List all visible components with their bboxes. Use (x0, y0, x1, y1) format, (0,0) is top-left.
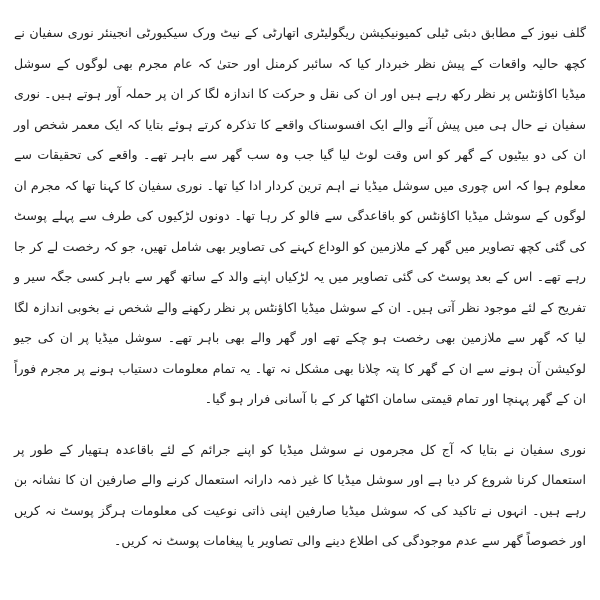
article-paragraph-2: نوری سفیان نے بتایا کہ آج کل مجرموں نے سوشل میڈیا کو اپنے جرائم کے لئے باقاعدہ ہتھیار کے طور پر استعمال کرنا شروع کر دیا ہے اور سوشل میڈیا کا غیر ذمہ دارانہ استعمال کرنے والے صارفین ان کا نشانہ بن رہے ہیں۔ انہوں نے تاکید کی کہ سوشل میڈیا صارفین اپنی ذاتی نوعیت کی معلومات ہرگز پوسٹ نہ کریں اور خصوصاً گھر سے عدم موجودگی کی اطلاع دینے والی تصاویر یا پیغامات پوسٹ نہ کریں۔ (14, 441, 586, 548)
article-paragraph-1: گلف نیوز کے مطابق دبئی ٹیلی کمیونیکیشن ریگولیٹری اتھارٹی کے نیٹ ورک سیکیورٹی انجینئر نوری سفیان نے کچھ حالیہ واقعات کے پیش نظر خبردار کیا کہ سائبر کرمنل اور حتیٰ کہ عام مجرم بھی لوگوں کے سوشل میڈیا اکاؤنٹس پر نظر رکھ رہے ہیں اور ان کی نقل و حرکت کا اندازہ لگا کر ان پر حملہ آور ہوتے ہیں۔ نوری سفیان نے حال ہی میں پیش آنے والے ایک افسوسناک واقعے کا تذکرہ کرتے ہوئے بتایا کہ ایک معمر شخص اور ان کی دو بیٹیوں کے گھر کو اس وقت لوٹ لیا گیا جب وہ سب گھر سے باہر تھے۔ واقعے کی تحقیقات سے معلوم ہوا کہ اس چوری میں سوشل میڈیا نے اہم ترین کردار ادا کیا تھا۔ نوری سفیان کا کہنا تھا کہ مجرم ان لوگوں کے سوشل میڈیا اکاؤنٹس کو باقاعدگی سے فالو کر رہا تھا۔ دونوں لڑکیوں کی طرف سے پہلے پوسٹ کی گئی کچھ تصاویر میں گھر کے ملازمین کو الوداع کہنے کی تصاویر بھی شامل تھیں، جو کہ رخصت لے کر جا رہے تھے۔ اس کے بعد پوسٹ کی گئی تصاویر میں یہ لڑکیاں اپنے والد کے ساتھ گھر سے باہر کسی جگہ سیر و تفریح کے لئے موجود نظر آتی ہیں۔ ان کے سوشل میڈیا اکاؤنٹس پر نظر رکھنے والے شخص نے بخوبی اندازہ لگا لیا کہ گھر سے ملازمین بھی رخصت ہو چکے تھے اور گھر والے بھی باہر تھے۔ سوشل میڈیا پر ان کی جیو لوکیشن آن ہونے سے ان کے گھر کا پتہ چلانا بھی مشکل نہ تھا۔ یہ تمام معلومات دستیاب ہونے پر مجرم فوراً ان کے گھر پہنچا اور تمام قیمتی سامان اکٹھا کر کے با آسانی فرار ہو گیا۔ (14, 25, 586, 406)
